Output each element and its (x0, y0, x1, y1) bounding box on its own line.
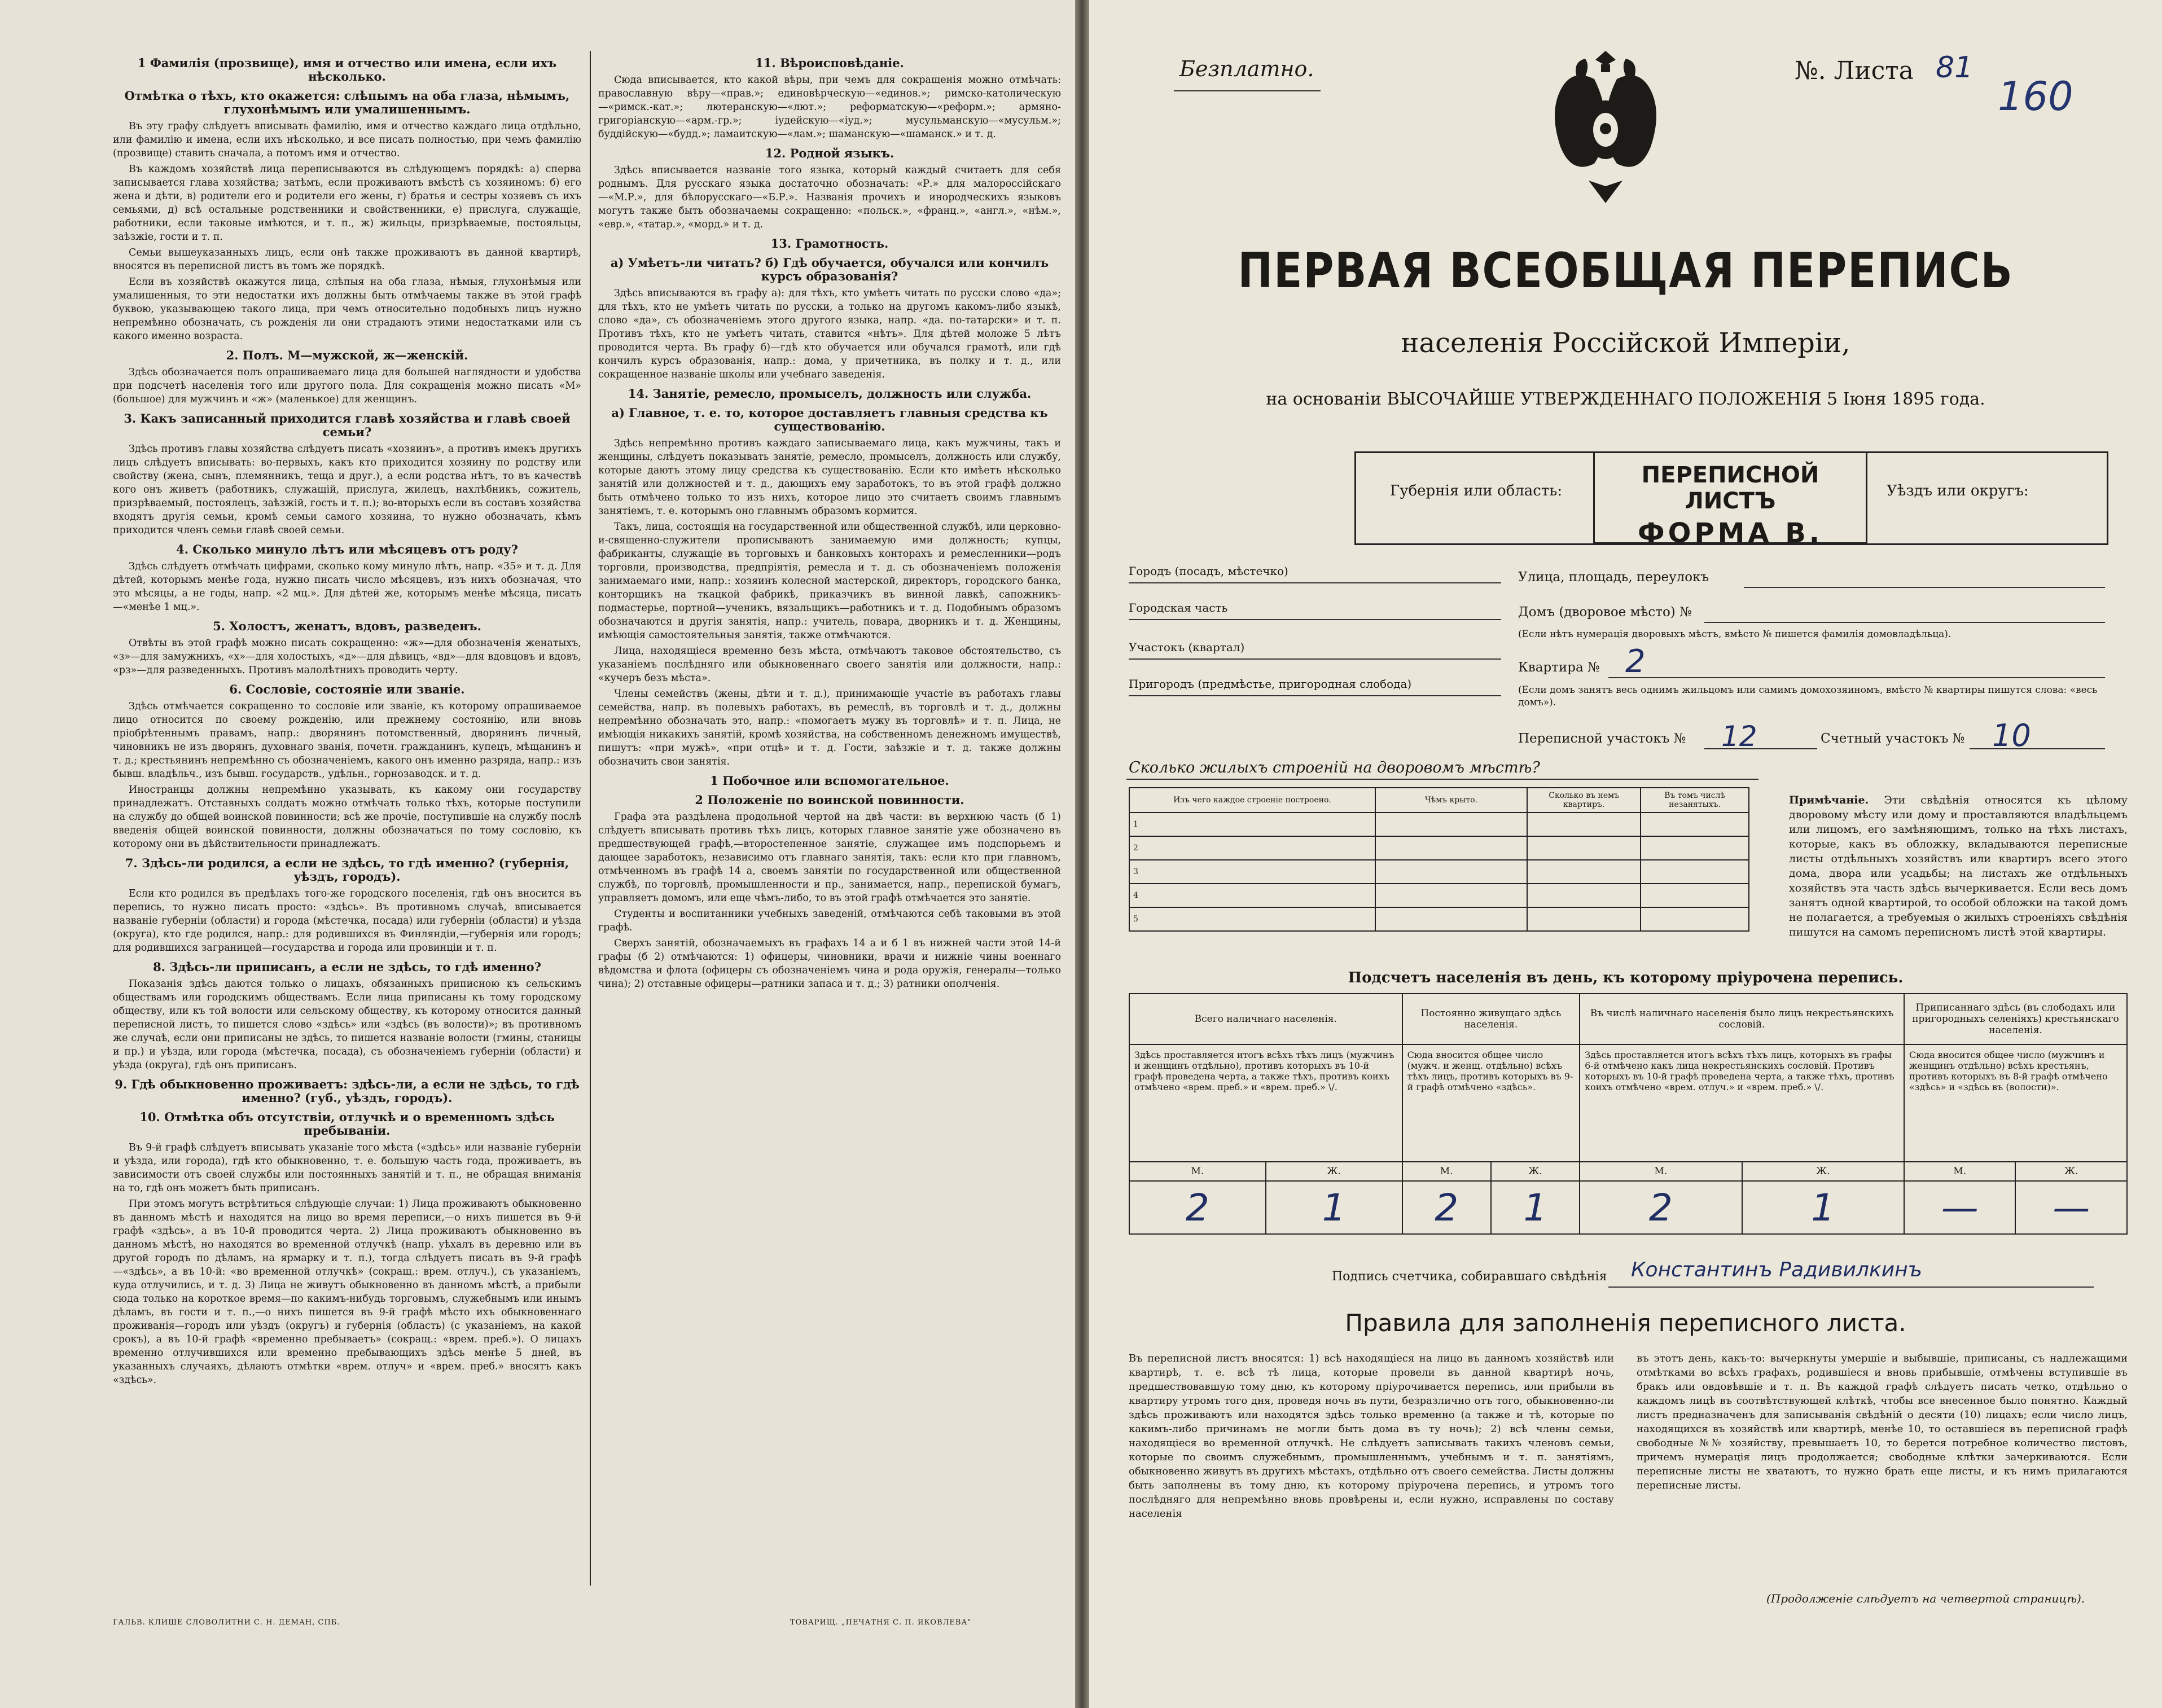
instruction-heading: 14. Занятіе, ремесло, промыселъ, должность или служба. (628, 387, 1032, 401)
buildings-cell[interactable] (1641, 907, 1749, 931)
instruction-paragraph: Здѣсь непремѣнно противъ каждаго записываемаго лица, какъ мужчины, такъ и женщины, слѣдуетъ показывать занятіе, ремесло, промыселъ, должность или службу, которые даютъ этому лицу средства къ существованію. Если кто имѣетъ нѣсколько занятій или должностей и т. д., дающихъ ему заработокъ, то въ этой графѣ должно быть отмѣчено только то изъ нихъ, которое лицо это считаетъ своимъ главнымъ занятіемъ, т. е. которымъ оно главнымъ образомъ кормится. (598, 438, 1061, 517)
gubernia-label: Губернія или область: (1390, 482, 1563, 499)
count-header-cell: Постоянно живущаго здѣсь населенія. (1402, 994, 1580, 1044)
instruction-heading: 13. Грамотность. (770, 236, 889, 251)
buildings-cell[interactable] (1375, 813, 1527, 836)
instructions-page (0, 0, 1075, 1708)
sheet-number-handwritten: 81 (1936, 51, 1974, 85)
count-value-cell[interactable]: — (2015, 1181, 2127, 1234)
instruction-heading: 7. Здѣсь-ли родился, а если не здѣсь, то гдѣ именно? (губернія, уѣздъ, городъ). (125, 856, 569, 884)
sheet-number-corner: 160 (1998, 73, 2073, 120)
rules-text-right: въ этотъ день, какъ-то: вычеркнуты умершіе и выбывшіе, приписаны, съ надлежащими отмѣтками во всѣхъ графахъ, родившіеся и вновь прибывшіе, отмѣчены вступившіе въ бракъ или овдовѣвшіе и т. п. Въ каждой графѣ слѣдуетъ писать четко, отдѣльно о каждомъ лицѣ въ соотвѣтствующей клѣткѣ, чтобы все внесенное было понятно. Каждый листъ предназначенъ для записыванія свѣдѣній о десяти (10) лицахъ; если число лицъ, находящихся въ хозяйствѣ или квартирѣ, менѣе 10, то оставшіеся въ переписной графѣ свободные №№ хозяйству, превышаетъ 10, то берется потребное количество листовъ, причемъ нумерація лицъ продолжается; свободные клѣтки зачеркиваются. Если переписные листы не хватаютъ, то нужно брать еще листы, и къ нимъ прилагаются переписные листы. (1637, 1353, 2128, 1491)
buildings-cell[interactable] (1641, 813, 1749, 836)
sex-label-cell: Ж. (2015, 1162, 2127, 1181)
instruction-heading: 5. Холостъ, женатъ, вдовъ, разведенъ. (213, 619, 481, 633)
instruction-heading: 1 Фамилія (прозвище), имя и отчество или имена, если ихъ нѣсколько. (137, 56, 557, 84)
instruction-paragraph: Сверхъ занятій, обозначаемыхъ въ графахъ 14 а и б 1 въ нижней части этой 14-й графы (б 2) отмѣчаются: 1) офицеры, чиновники, врачи и нижніе чины военнаго вѣдомства и флота (офицеры съ обозначеніемъ чина и рода оружія, генералы—только чина); 2) отставные офицеры—ратники запаса и т. д.; 3) ратники ополченія. (598, 938, 1061, 990)
count-value-cell[interactable]: 1 (1742, 1181, 1904, 1234)
rules-text-left: Въ переписной листъ вносятся: 1) всѣ находящіеся на лицо въ данномъ хозяйствѣ или квартирѣ, т. е. всѣ тѣ лица, которые провели въ данной квартирѣ ночь, предшествовавшую тому дню, къ которому пріурочивается перепись, или прибыли въ квартиру утромъ того дня, проведя ночь въ пути, безразлично отъ того, обыкновенно-ли здѣсь проживаютъ или находятся здѣсь только временно (а также и тѣ, которые по какимъ-либо причинамъ не могли быть дома въ ту ночь); 2) всѣ члены семьи, находящіеся во временной отлучкѣ. Не слѣдуетъ записывать такихъ членовъ семьи, которые по своимъ служебнымъ, промышленнымъ, учебнымъ и т. п. занятіямъ, обыкновенно живутъ въ другихъ мѣстахъ, отдѣльно отъ своего семейства. Листы должны быть заполнены въ тому дню, къ которому пріурочена перепись, и утромъ того послѣдняго для непремѣнно вновь провѣрены и, если нужно, исправлены по составу населенія (1129, 1353, 1614, 1520)
sex-label-cell: М. (1129, 1162, 1266, 1181)
instruction-heading: 2. Полъ. М—мужской, ж—женскій. (226, 348, 468, 362)
house-label: Домъ (дворовое мѣсто) № (1518, 605, 1692, 620)
buildings-cell[interactable] (1641, 836, 1749, 860)
imperial-eagle-emblem-icon (1538, 39, 1673, 220)
buildings-cell[interactable] (1527, 860, 1641, 884)
buildings-cell[interactable]: 4 (1129, 884, 1375, 907)
count-description-cell: Здѣсь проставляется итогъ всѣхъ тѣхъ лицъ (мужчинъ и женщинъ отдѣльно), противъ которыхъ въ 10-й графѣ проведена черта, а также тѣхъ, противъ коихъ отмѣчено «врем. преб.» и «врем. преб.» \/. (1129, 1044, 1402, 1162)
apartment-label: Квартира № (1518, 660, 1600, 675)
count-district-line (1970, 748, 2105, 749)
buildings-row (1129, 813, 1749, 836)
printer-footer-right: ТОВАРИЩ. „ПЕЧАТНЯ С. П. ЯКОВЛЕВА" (790, 1618, 972, 1627)
buildings-cell[interactable] (1527, 884, 1641, 907)
address-field-label: Городъ (посадъ, мѣстечко) (1129, 564, 1288, 578)
buildings-cell[interactable]: 1 (1129, 813, 1375, 836)
rules-title: Правила для заполненія переписного листа. (1345, 1309, 1906, 1337)
buildings-cell[interactable]: 3 (1129, 860, 1375, 884)
buildings-header-cell: Изъ чего каждое строеніе построено. (1129, 788, 1375, 813)
instruction-heading: 12. Родной языкъ. (765, 146, 894, 160)
instruction-paragraph: Иностранцы должны непремѣнно указывать, къ какому они государству принадлежатъ. Отставныхъ солдатъ можно отмѣчать только тѣхъ, которые поступили на службу до общей воинской повинности; всѣ же прочіе, поступившіе на службу послѣ введенія общей воинской повинности, должны обозначаться по тому сословію, къ которому они въ дѣйствительности принадлежатъ. (113, 784, 581, 850)
printer-footer-left: ГАЛЬВ. КЛИШЕ СЛОВОЛИТНИ С. Н. ДЕМАН, СПБ. (113, 1618, 340, 1627)
count-title: Подсчетъ населенія въ день, къ которому пріурочена перепись. (1348, 969, 1904, 986)
buildings-note (1789, 793, 2128, 939)
sheet-number-label: №. Листа (1795, 56, 1914, 85)
buildings-cell[interactable] (1527, 907, 1641, 931)
address-field-label: Участокъ (квартал) (1129, 640, 1245, 654)
counter-signature: Константинъ Радивилкинъ (1631, 1258, 1923, 1281)
house-line (1704, 622, 2105, 623)
census-form-page (1089, 0, 2162, 1708)
instruction-heading: Отмѣтка о тѣхъ, кто окажется: слѣпымъ на оба глаза, нѣмымъ, глухонѣмымъ или умалишеннымъ. (124, 89, 570, 116)
buildings-cell[interactable]: 5 (1129, 907, 1375, 931)
book-gutter (1075, 0, 1089, 1708)
buildings-row (1129, 907, 1749, 931)
apartment-note: (Если домъ занятъ весь однимъ жильцомъ или самимъ домохозяиномъ, вмѣсто № квартиры пишутся слова: «весь домъ»). (1518, 684, 2098, 708)
instruction-paragraph: Отвѣты въ этой графѣ можно писать сокращенно: «ж»—для обозначенія женатыхъ, «з»—для замужнихъ, «х»—для холостыхъ, «д»—для дѣвицъ, «вд»—для вдовцовъ и вдовъ, «рз»—для разведенныхъ. Противъ малолѣтнихъ проводить черту. (113, 638, 581, 676)
count-district-value: 10 (1992, 718, 2031, 753)
note-text: Эти свѣдѣнія относятся къ цѣлому дворовому мѣсту или дому и проставляются владѣльцемъ или лицомъ, его замѣняющимъ, только на тѣхъ листахъ, которые, какъ въ обложку, вкладываются переписные листы отдѣльныхъ хозяйствъ или квартиръ всего этого дома, двора или усадьбы; на листахъ же отдѣльныхъ хозяйствъ эта часть здѣсь вычеркивается. Если весь домъ занятъ одной квартирой, то особой обложки на такой домъ не полагается, а требуемыя о жилыхъ строеніяхъ свѣдѣнія пишутся на самомъ переписномъ листѣ этой квартиры. (1789, 794, 2128, 938)
instruction-paragraph: Въ эту графу слѣдуетъ вписывать фамилію, имя и отчество каждаго лица отдѣльно, или фамилію и имена, если ихъ нѣсколько, и все писать полностью, при чемъ фамилію (прозвище) ставить сначала, а потомъ имя и отчество. (113, 121, 581, 159)
instruction-paragraph: Здѣсь отмѣчается сокращенно то сословіе или званіе, къ которому опрашиваемое лицо относится по своему рожденію, или прежнему состоянію, или вновь пріобрѣтеннымъ правамъ, напр.: дворянинъ потомственный, дворянинъ личный, чиновникъ не изъ дворянъ, духовнаго званія, почетн. гражданинъ, купецъ, мѣщанинъ и т. д.; крестьянинъ непремѣнно съ обозначеніемъ, какого онъ именно разряда, напр.: изъ бывш. владѣльч., изъ бывш. государств., удѣльн., горнозаводск. и т. д. (113, 701, 581, 780)
instruction-paragraph: Если кто родился въ предѣлахъ того-же городского поселенія, гдѣ онъ вносится въ перепись, то нужно писать просто: «здѣсь». Въ противномъ случаѣ, вписывается названіе губерніи (области) и города (мѣстечка, посада) или губерніи (области) и уѣзда (округа), кто где родился, напр.: для родившихся въ Финляндіи,—губернія или городъ; для родившихся заграницей—государства и города или провинціи и т. п. (113, 888, 581, 954)
instruction-paragraph: Графа эта раздѣлена продольной чертой на двѣ части: въ верхнюю часть (б 1) слѣдуетъ вписывать противъ тѣхъ лицъ, которых главное занятіе уже обозначено въ предшествующей графѣ,—второстепенное занятіе, служащее имъ подспорьемъ и дающее заработокъ, независимо отъ главнаго занятія, такъ: если кто при главномъ, отмѣченномъ въ графѣ 14 а, своемъ занятіи по государственной или общественной службѣ, по торговлѣ, промышленности и пр., занимается, напр., перепиской бумагъ, управляетъ домомъ, или еще чѣмъ-либо, то въ этой графѣ отмѣчается это занятіе. (598, 811, 1061, 904)
instruction-heading: 1 Побочное или вспомогательное. (710, 774, 949, 788)
address-field-line (1129, 695, 1501, 696)
count-value-cell[interactable]: 2 (1402, 1181, 1491, 1234)
buildings-header-cell: Сколько въ немъ квартиръ. (1527, 788, 1641, 813)
sex-label-cell: М. (1904, 1162, 2015, 1181)
address-field-line (1129, 658, 1501, 660)
street-label: Улица, площадь, переулокъ (1518, 570, 1709, 585)
instruction-heading: 11. Вѣроисповѣданіе. (755, 56, 904, 70)
subtitle: населенія Россійской Имперіи, (1401, 327, 1850, 359)
buildings-cell[interactable] (1527, 813, 1641, 836)
note-title: Примѣчаніе. (1789, 794, 1869, 806)
sex-label-cell: Ж. (1491, 1162, 1580, 1181)
apartment-value: 2 (1625, 643, 1646, 680)
sex-label-cell: М. (1402, 1162, 1491, 1181)
sex-label-cell: Ж. (1742, 1162, 1904, 1181)
continued-note: (Продолженіе слѣдуетъ на четвертой страницѣ). (1766, 1592, 2085, 1605)
instruction-heading: 3. Какъ записанный приходится главѣ хозяйства и главѣ своей семьи? (124, 411, 571, 439)
count-header-cell: Въ числѣ наличнаго населенія было лицъ некрестьянскихъ сословій. (1580, 994, 1904, 1044)
instruction-paragraph: Студенты и воспитанники учебныхъ заведеній, отмѣчаются себѣ таковыми въ этой графѣ. (598, 908, 1061, 933)
signature-label: Подпись счетчика, собиравшаго свѣдѣнія (1332, 1270, 1607, 1284)
instructions-column-1 (113, 51, 581, 1389)
buildings-header-cell: Чѣмъ крыто. (1375, 788, 1527, 813)
house-note: (Если нѣтъ нумерація дворовыхъ мѣстъ, вмѣсто № пишется фамилія домовладѣльца). (1518, 629, 1951, 640)
instruction-heading: 8. Здѣсь-ли приписанъ, а если не здѣсь, то гдѣ именно? (153, 960, 541, 974)
address-field-label: Пригородъ (предмѣстье, пригородная слобода) (1129, 677, 1412, 691)
buildings-row (1129, 860, 1749, 884)
instruction-heading: а) Главное, т. е. то, которое доставляетъ главныя средства къ существованію. (611, 406, 1048, 433)
instruction-paragraph: Такъ, лица, состоящія на государственной или общественной службѣ, или церковно-и-священно-служители прописываютъ занимаемую ими должность; купцы, фабриканты, служащіе въ торговыхъ и банковыхъ конторахъ и ремесленники—родъ торговли, производства, предпріятія, ремесла и т. д. съ обозначеніемъ положенія занимаемаго ими, напр.: хозяинъ колесной мастерской, директоръ, городского банка, конторщикъ на ткацкой фабрикѣ, приказчикъ въ винной лавкѣ, сапожникъ-подмастерье, портной—ученикъ, вязальщикъ—работникъ и т. д. Подобнымъ образомъ обозначаются и другія занятія, напр.: учитель, повара, дворникъ и т. д. Женщины, имѣющія самостоятельныя занятія, также отмѣчаются. (598, 521, 1061, 641)
basis-line: на основаніи ВЫСОЧАЙШЕ УТВЕРЖДЕННАГО ПОЛОЖЕНІЯ 5 Іюня 1895 года. (1266, 389, 1985, 409)
instruction-paragraph: Въ 9-й графѣ слѣдуетъ вписывать указаніе того мѣста («здѣсь» или названіе губерніи и уѣзда, или города), гдѣ кто обыкновенно, т. е. большую часть года, проживаетъ, въ зависимости отъ своей службы или постоянныхъ занятій и т. п., не обращая вниманія на то, гдѣ онъ можетъ быть приписанъ. (113, 1142, 581, 1194)
buildings-cell[interactable] (1527, 836, 1641, 860)
buildings-cell[interactable] (1641, 860, 1749, 884)
instruction-heading: 10. Отмѣтка объ отсутствіи, отлучкѣ и о временномъ здѣсь пребываніи. (139, 1110, 555, 1138)
uezd-label: Уѣздъ или округъ: (1887, 482, 2029, 499)
instruction-paragraph: Здѣсь обозначается полъ опрашиваемаго лица для большей наглядности и удобства при подсчетѣ населенія того или другого пола. Для сокращенія можно писать «М» (большое) для мужчинъ и «ж» (маленькое) для женщинъ. (113, 367, 581, 405)
count-description-cell: Сюда вносится общее число (мужчинъ и женщинъ отдѣльно) всѣхъ крестьянъ, противъ которыхъ въ 8-й графѣ отмѣчено «здѣсь» и «здѣсь въ (волости)». (1904, 1044, 2127, 1162)
instruction-paragraph: Показанія здѣсь даются только о лицахъ, обязанныхъ приписною къ сельскимъ обществамъ или городскимъ обществамъ. Если лица приписаны къ тому городскому обществу, или къ той волости или сельскому обществу, къ которому относится данный переписной листъ, то пишется слово «здѣсь» или «здѣсь (въ волости)»; въ противномъ же случаѣ, если они приписаны не здѣсь, то пишется названіе волости (гмины, станицы и пр.) и уѣзда, или города (мѣстечка, посада), съ обозначеніемъ губерніи (области) и уѣзда (округа), гдѣ онъ приписанъ. (113, 978, 581, 1071)
buildings-row (1129, 836, 1749, 860)
census-district-value: 12 (1721, 720, 1757, 753)
buildings-cell[interactable] (1641, 884, 1749, 907)
form-title: ПЕРЕПИСНОЙ ЛИСТЪ (1641, 462, 1819, 514)
street-line (1744, 587, 2105, 588)
free-label: Безплатно. (1179, 56, 1314, 81)
buildings-table (1129, 787, 1749, 932)
apartment-line (1608, 677, 2105, 678)
count-value-cell[interactable]: 2 (1129, 1181, 1266, 1234)
buildings-cell[interactable] (1375, 884, 1527, 907)
instruction-paragraph: Въ каждомъ хозяйствѣ лица переписываются въ слѣдующемъ порядкѣ: а) сперва записывается глава хозяйства; затѣмъ, если проживаютъ вмѣстѣ съ хозяиномъ: б) его жена и дѣти, в) родители его и родители его жены, г) братья и сестры хозяевъ съ ихъ семьями, д) всѣ остальные родственники и свойственники, е) прислуга, служащіе, работники, если таковые имѣются, и т. п., ж) жильцы, призрѣваемые, постояльцы, заѣзжіе, гости и т. п. (113, 164, 581, 243)
count-value-cell[interactable]: 2 (1580, 1181, 1742, 1234)
address-field-label: Городская часть (1129, 601, 1228, 614)
buildings-header-cell: Въ томъ числѣ незанятыхъ. (1641, 788, 1749, 813)
form-header-box (1354, 451, 2108, 549)
count-value-cell[interactable]: — (1904, 1181, 2015, 1234)
buildings-question: Сколько жилыхъ строеній на дворовомъ мѣстѣ? (1129, 759, 1540, 776)
instruction-paragraph: Лица, находящіеся временно безъ мѣста, отмѣчаютъ таковое обстоятельство, съ указаніемъ послѣдняго или обыкновеннаго своего занятія или должности, напр.: «кучеръ безъ мѣста». (598, 646, 1061, 684)
form-letter: ФОРМА В. (1637, 517, 1823, 549)
instruction-paragraph: Здѣсь слѣдуетъ отмѣчать цифрами, сколько кому минуло лѣтъ, напр. «35» и т. д. Для дѣтей, которымъ менѣе года, нужно писать число мѣсяцевъ, изъ нихъ обозначая, что это мѣсяцы, а не годы, напр. «2 мц.». Для дѣтей же, которымъ менѣе мѣсяца, писать—«менѣе 1 мц.». (113, 561, 581, 613)
count-district-label: Счетный участокъ № (1821, 731, 1965, 746)
population-count-table (1129, 993, 2128, 1235)
buildings-cell[interactable]: 2 (1129, 836, 1375, 860)
address-field-line (1129, 582, 1501, 583)
buildings-cell[interactable] (1375, 907, 1527, 931)
instruction-paragraph: Члены семействъ (жены, дѣти и т. д.), принимающіе участіе въ работахъ главы семейства, напр. въ полевыхъ работахъ, въ ремеслѣ, въ торговлѣ и т. д., должны непремѣнно обозначать это, напр.: «помогаетъ мужу въ торговлѣ» и т. п. Лица, не имѣющія никакихъ занятій, кромѣ хозяйства, на собственномъ денежномъ имуществѣ, пишутъ: «при мужѣ», «при отцѣ» и т. д. Гости, заѣзжіе и т. д. также должны обозначить свои занятія. (598, 688, 1061, 767)
count-description-cell: Здѣсь проставляется итогъ всѣхъ тѣхъ лицъ, которыхъ въ графы 6-й отмѣчено какъ лица некрестьянскихъ сословій. Противъ которыхъ въ 10-й графѣ проведена черта, а также тѣхъ, противъ коихъ отмѣчено «врем. отлуч.» и «врем. преб.» \/. (1580, 1044, 1904, 1162)
buildings-question-line (1126, 779, 1758, 780)
sex-label-cell: М. (1580, 1162, 1742, 1181)
instruction-paragraph: Здѣсь противъ главы хозяйства слѣдуетъ писать «хозяинъ», а противъ имекъ другихъ лицъ слѣдуетъ вписывать: во-первыхъ, какъ кто приходится хозяину по родству или свойству (жена, сынъ, племянникъ, теща и друг.), а если родства нѣтъ, то въ качествѣ кого онъ живетъ (работникъ, служащій, прислуга, жилецъ, нахлѣбникъ, сожитель, призрѣваемый, постоялецъ, заѣзжій, гость и т. п.); во-вторыхъ если въ составъ хозяйства входятъ другія семьи, кромѣ семьи самого хозяина, то нужно обозначать, кѣмъ приходится членъ семьи главѣ своей семьи. (113, 444, 581, 536)
address-field-line (1129, 619, 1501, 620)
main-title: ПЕРВАЯ ВСЕОБЩАЯ ПЕРЕПИСЬ (1238, 243, 2014, 299)
sex-label-cell: Ж. (1266, 1162, 1402, 1181)
instruction-paragraph: Здѣсь вписываются въ графу а): для тѣхъ, кто умѣетъ читать по русски слово «да»; для тѣхъ, кто не умѣетъ читать по русски, а только на другомъ какомъ-либо языкѣ, слово «да», съ обозначеніемъ этого другого языка, напр. «да. по-татарски» и т. п. Противъ тѣхъ, кто не умѣетъ читать, ставится «нѣтъ». Для дѣтей моложе 5 лѣтъ проводится черта. Въ графу б)—гдѣ кто обучается или обучался грамотѣ, или гдѣ кончилъ курсъ образованія, напр.: дома, у причетника, въ полку и т. д., или сокращенное названіе школы или учебнаго заведенія. (598, 288, 1061, 380)
signature-line (1608, 1287, 2094, 1288)
count-value-cell[interactable]: 1 (1491, 1181, 1580, 1234)
count-value-cell[interactable]: 1 (1266, 1181, 1402, 1234)
free-label-underline (1174, 90, 1321, 91)
instruction-paragraph: Семьи вышеуказанныхъ лицъ, если онѣ также проживаютъ въ данной квартирѣ, вносятся въ переписной листъ въ томъ же порядкѣ. (113, 247, 581, 272)
instruction-heading: 2 Положеніе по воинской повинности. (695, 793, 964, 807)
buildings-cell[interactable] (1375, 836, 1527, 860)
count-description-cell: Сюда вносится общее число (мужч. и женщ. отдѣльно) всѣхъ тѣхъ лицъ, противъ которыхъ въ 9-й графѣ отмѣчено «здѣсь». (1402, 1044, 1580, 1162)
buildings-cell[interactable] (1375, 860, 1527, 884)
buildings-row (1129, 884, 1749, 907)
count-header-cell: Всего наличнаго населенія. (1129, 994, 1402, 1044)
instruction-paragraph: При этомъ могутъ встрѣтиться слѣдующіе случаи: 1) Лица проживаютъ обыкновенно въ данномъ мѣстѣ и находятся на лицо во время переписи,—о нихъ пишется въ 9-й графѣ «здѣсь», а въ 10-й проводится черта. 2) Лица проживаютъ обыкновенно въ данномъ мѣстѣ, но находятся во временной отлучкѣ (напр. уѣхалъ въ деревню или въ другой городъ по дѣламъ, на ярмарку и т. п.), тогда слѣдуетъ писать въ 9-й графѣ—«здѣсь», а въ 10-й: «во временной отлучкѣ» (сокращ.: врем. отлуч.), съ указаніемъ, куда отлучились, и т. д. 3) Лица не живутъ обыкновенно въ данномъ мѣстѣ, а прибыли сюда только на короткое время—по какимъ-нибудь торговымъ, служебнымъ или инымъ дѣламъ, въ гости и т. п.,—о нихъ пишется въ 9-й графѣ мѣсто ихъ обыкновеннаго проживанія—городъ или уѣздъ (округъ) и губернія (область) (с указаніемъ, на какой срокъ), а въ 10-й графѣ «временно пребываетъ» (сокращ.: «врем. преб.»). О лицахъ временно отлучившихся или временно пребывающихъ здѣсь менѣе 5 дней, въ указанныхъ случаяхъ, дѣлаютъ отмѣтки «врем. отлуч» и «врем. преб.» вносятъ какъ «здѣсь». (113, 1198, 581, 1386)
instruction-heading: 6. Сословіе, состояніе или званіе. (229, 682, 465, 696)
instruction-heading: 4. Сколько минуло лѣтъ или мѣсяцевъ отъ роду? (176, 542, 518, 556)
count-header-cell: Приписаннаго здѣсь (въ слободахъ или пригородныхъ селеніяхъ) крестьянскаго населенія. (1904, 994, 2127, 1044)
instruction-heading: а) Умѣетъ-ли читать? б) Гдѣ обучается, обучался или кончилъ курсъ образованія? (610, 256, 1049, 283)
column-divider (590, 51, 591, 1586)
instruction-paragraph: Здѣсь вписывается названіе того языка, который каждый считаетъ для себя роднымъ. Для русскаго языка достаточно обозначать: «Р.» для малороссійскаго—«М.Р.», для бѣлорусскаго—«Б.Р.». Названія прочихъ и инородческихъ языковъ могутъ также быть обозначаемы сокращенно: «польск.», «франц.», «англ.», «нѣм.», «евр.», «татар.», «морд.» и т. д. (598, 165, 1061, 230)
instructions-column-2 (598, 51, 1061, 993)
instruction-paragraph: Сюда вписывается, кто какой вѣры, при чемъ для сокращенія можно отмѣчать: православную вѣру—«прав.»; единовѣрческую—«единов.»; римско-католическую—«римск.-кат.»; лютеранскую—«лют.»; реформатскую—«реформ.»; армяно-григоріанскую—«арм.-гр.»; іудейскую—«іуд.»; мусульманскую—«мусульм.»; буддійскую—«будд.»; ламаитскую—«лам.»; шаманскую—«шаманск.» и т. д. (598, 74, 1061, 140)
instruction-heading: 9. Гдѣ обыкновенно проживаетъ: здѣсь-ли, а если не здѣсь, то гдѣ именно? (губ., уѣздъ, городъ). (115, 1077, 580, 1105)
census-district-label: Переписной участокъ № (1518, 731, 1686, 746)
form-title-box (1593, 451, 1867, 549)
instruction-paragraph: Если въ хозяйствѣ окажутся лица, слѣпыя на оба глаза, нѣмыя, глухонѣмыя или умалишенныя, то эти недостатки ихъ должны быть отмѣчаемы также въ этой графѣ буквою, указывающею такого лица, при чемъ относительно подобныхъ лицъ нужно непремѣнно обозначать, съ рожденія ли они страдаютъ этими недостатками или съ какого именно возраста. (113, 276, 581, 342)
